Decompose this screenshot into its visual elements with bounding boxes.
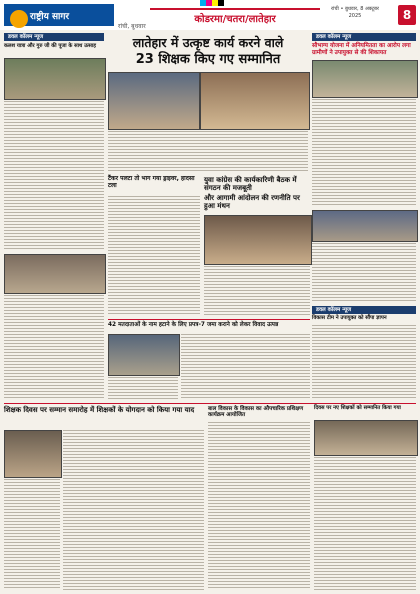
teachers-day-body-left — [4, 479, 60, 590]
edition-info: रांची • बुधवार, 8 अक्टूबर 2025 — [331, 6, 379, 19]
main-headline-line2: 23 शिक्षक किए गए सम्मानित — [135, 52, 281, 67]
youth-congress-headline-line1: युवा कांग्रेस की कार्यकारिणी बैठक में संगठन की मजबूती — [204, 176, 297, 193]
new-teachers-photo — [314, 420, 418, 456]
strip-body-left — [108, 377, 178, 400]
region-title: कोडरमा/चतरा/लातेहार — [194, 14, 276, 25]
strip-body — [181, 334, 310, 400]
left-photo-2 — [4, 254, 106, 294]
center-story2-headline: टैंकर पलटा तो भाग गया ड्राइवर, हादसा टला — [108, 175, 195, 189]
youth-congress-body — [204, 266, 310, 316]
youth-congress-photo — [204, 215, 312, 265]
center-story2-body — [108, 196, 200, 316]
strip-headline: 42 मतदाताओं के नाम हटाने के लिए प्रपत्र-7 जमा कराने को लेकर विवाद उत्पन्न — [108, 322, 279, 328]
left-story2-body — [4, 295, 104, 400]
edition-date: रांची, बुधवार — [118, 23, 146, 30]
right-photo-1 — [312, 60, 418, 98]
youth-congress-headline-line2: और आगामी आंदोलन की रणनीति पर हुआ मंथन — [204, 194, 300, 211]
logo-title: राष्ट्रीय सागर — [30, 12, 70, 22]
main-photo-2 — [200, 72, 310, 130]
right-top-headline: सौभाग्य योजना में अनियमितता का आरोप लगा ग्रामीणों ने उपायुक्त से की शिकायत — [312, 43, 411, 56]
right-mid-story-body — [312, 325, 416, 400]
left-story1-body — [4, 101, 104, 251]
divider — [108, 319, 310, 320]
masthead — [0, 0, 420, 30]
section-label-right-mid: डवल कॉलम न्यूज — [312, 306, 416, 314]
strip-photo — [108, 334, 180, 376]
new-teachers-headline: दिवस पर नए शिक्षकों को सम्मानित किया गया — [314, 405, 401, 411]
section-label-left: डवल कॉलम न्यूज — [4, 33, 104, 41]
main-headline-line1: लातेहार में उत्कृष्ट कार्य करने वाले — [132, 35, 284, 50]
left-photo-1 — [4, 58, 106, 100]
emblem-icon — [10, 10, 28, 28]
newspaper-logo — [4, 4, 114, 26]
page-number-badge: 8 — [398, 5, 416, 25]
right-photo-2 — [312, 210, 418, 242]
section-label-right-top: डवल कॉलम न्यूज — [312, 33, 416, 41]
main-photo-1 — [108, 72, 200, 130]
child-development-body — [208, 422, 310, 590]
main-story-body — [108, 131, 308, 173]
left-story1-headline: कलश यात्रा और गुरु जी की पूजा के साथ उत्साह — [4, 43, 97, 49]
registration-mark-black — [218, 0, 224, 6]
right-mid-headline: विकास टीम ने उपायुक्त को सौंपा ज्ञापन — [312, 315, 387, 321]
child-development-headline: बाल विकास के विकास का औपचारिक प्रशिक्षण कार्यक्रम आयोजित — [208, 406, 304, 419]
section-divider — [4, 403, 416, 404]
new-teachers-body — [314, 457, 416, 590]
teachers-day-photo — [4, 430, 62, 478]
right-top-body — [312, 99, 416, 207]
right-mid-body — [312, 243, 416, 303]
teachers-day-headline: शिक्षक दिवस पर सम्मान समारोह में शिक्षकों के योगदान को किया गया याद — [4, 406, 195, 414]
teachers-day-body — [63, 430, 204, 590]
region-banner — [150, 8, 320, 26]
